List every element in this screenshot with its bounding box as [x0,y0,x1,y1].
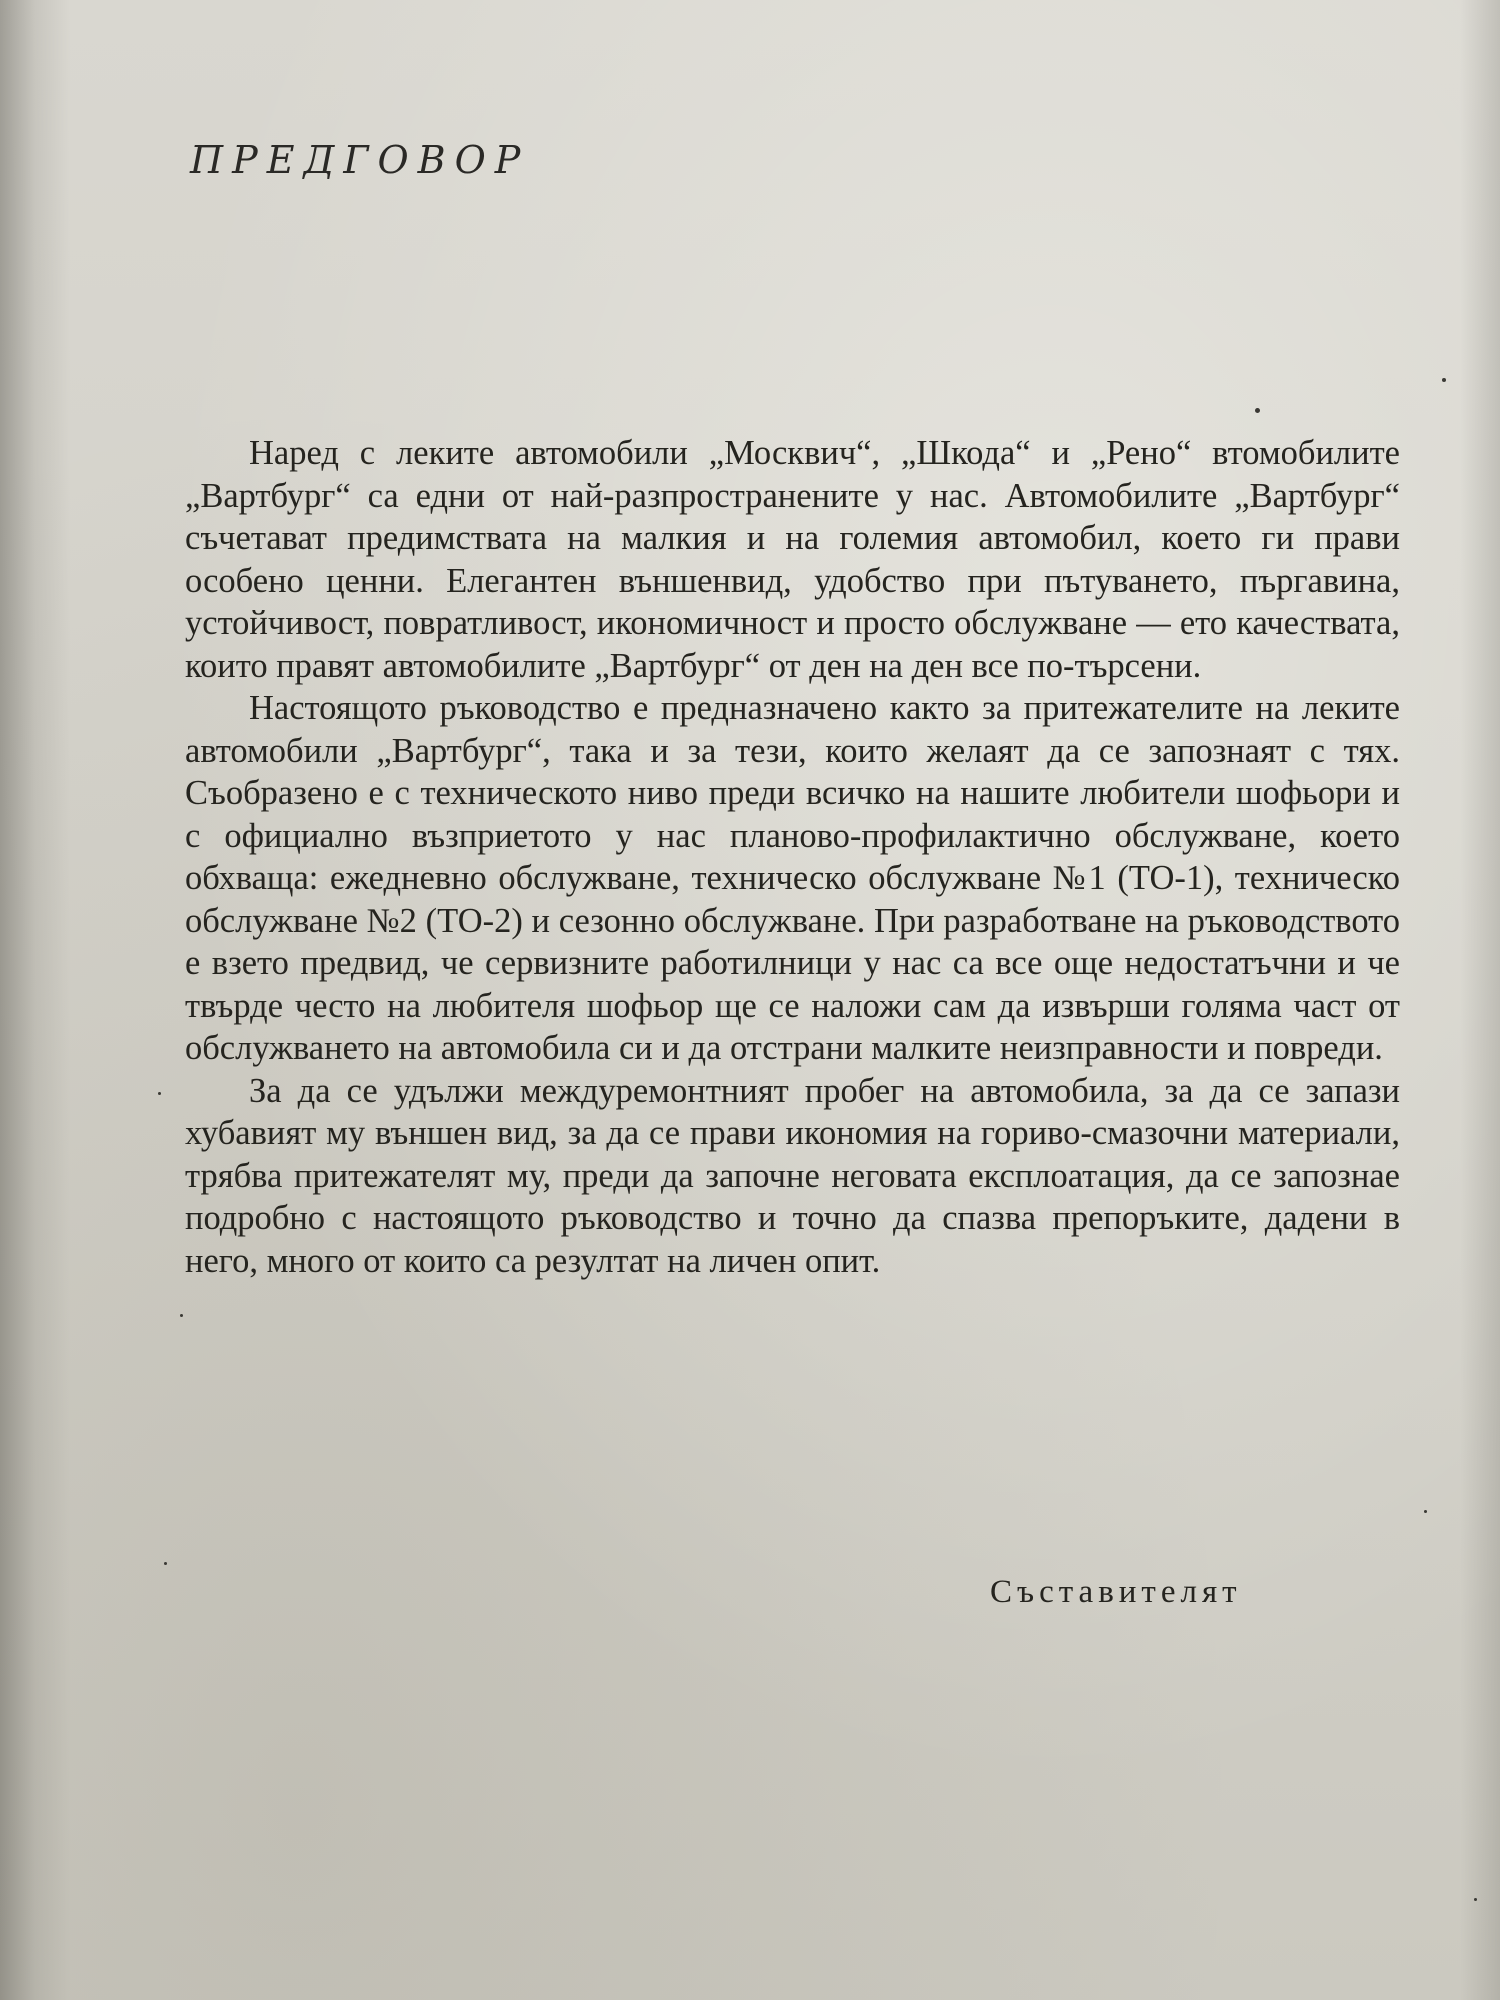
paper-speck [1442,378,1446,382]
paragraph-1: Наред с леките автомобили „Москвич“, „Шкода“ и „Рено“ втомобилите „Вартбург“ са едни от най-разпространените у нас. Автомобилите „Вартбург“ съчетават предимствата на малкия и на големия автомобил, което ги прави особено ценни. Елегантен външенвид, удобство при пътуването, пъргавина, устойчивост, повратливост, икономичност и просто обслужване — ето качествата, които правят автомобилите „Вартбург“ от ден на ден все по-търсени. [185,434,1400,685]
page-heading: ПРЕДГОВОР [190,138,530,182]
book-spine-shadow [0,0,70,2000]
paper-speck [1255,408,1260,413]
page-edge-shadow [1460,0,1500,2000]
author-signature: Съставителят [990,1574,1242,1610]
paper-speck [1474,1898,1477,1901]
paragraph-2: Настоящото ръководство е предназначено както за притежателите на леките автомобили „Вартбург“, така и за тези, които желаят да се запознаят с тях. Съобразено е с техническото ниво преди всичко на нашите любители шофьори и с официално възприетото у нас планово-профилактично обслужване, което обхваща: ежедневно обслужване, техническо обслужване №1 (ТО-1), техническо обслужване №2 (ТО-2) и сезонно обслужване. При разработване на ръководството е взето предвид, че сервизните работилници у нас са все още недостатъчни и че твърде често на любителя шофьор ще се наложи сам да извърши голяма част от обслужването на автомобила си и да отстрани малките неизправности и повреди. [185,689,1400,1067]
preface-body [185,432,1400,1282]
paper-speck [164,1562,167,1565]
paper-speck [158,1092,161,1095]
paper-speck [1424,1510,1427,1513]
paragraph-3: За да се удължи междуремонтният пробег на автомобила, за да се запази хубавият му външен вид, за да се прави икономия на гориво-смазочни материали, трябва притежателят му, преди да започне неговата експлоатация, да се запознае подробно с настоящото ръководство и точно да спазва препоръките, дадени в него, много от които са резултат на личен опит. [185,1071,1400,1280]
paper-speck [180,1314,183,1317]
